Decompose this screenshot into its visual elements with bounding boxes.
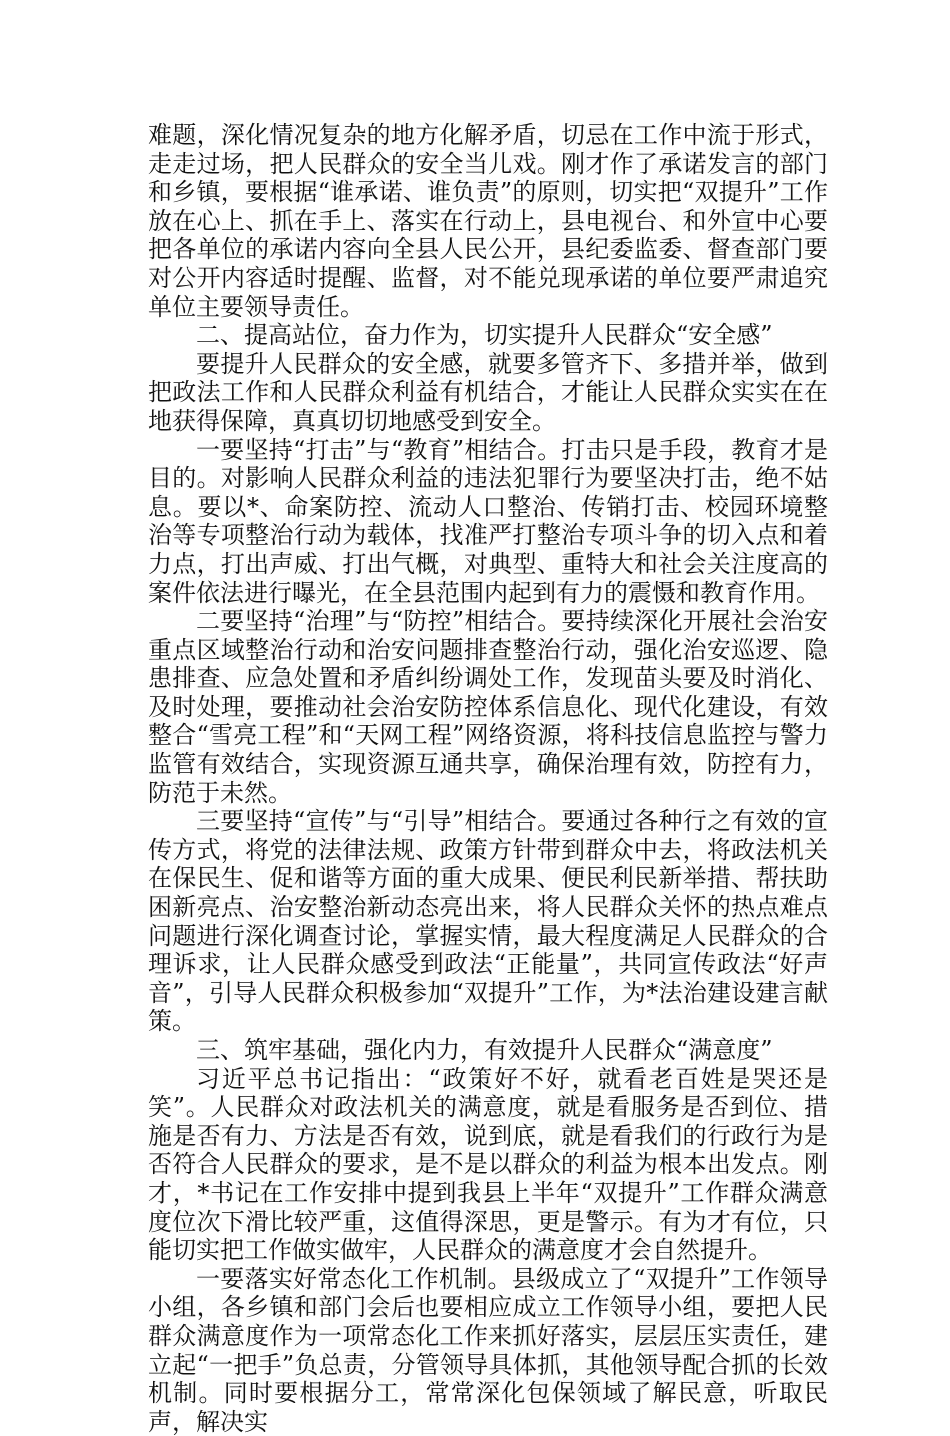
section-heading-safety: 二、提高站位，奋力作为，切实提升人民群众“安全感”	[196, 321, 773, 350]
document-body	[148, 121, 828, 1436]
paragraph-satisfaction-overview: 习近平总书记指出：“政策好不好，就看老百姓是哭还是笑”。人民群众对政法机关的满意度，就是看服务是否到位、措施是否有力、方法是否有效，说到底，就是看我们的行政行为是否符合人民群众的要求，是不是以群众的利益为根本出发点。刚才，*书记在工作安排中提到我县上半年“双提升”工作群众满意度位次下滑比较严重，这值得深思，更是警示。有为才有位，只能切实把工作做实做牢，人民群众的满意度才会自然提升。	[148, 1064, 828, 1265]
paragraph-publicity-guidance: 三要坚持“宣传”与“引导”相结合。要通过各种行之有效的宣传方式，将党的法律法规、政策方针带到群众中去，将政法机关在保民生、促和谐等方面的重大成果、便民利民新举措、帮扶助困新亮点、治安整治新动态亮出来，将人民群众关怀的热点难点问题进行深化调查讨论，掌握实情，最大程度满足人民群众的合理诉求，让人民群众感受到政法“正能量”，共同宣传政法“好声音”，引导人民群众积极参加“双提升”工作，为*法治建设建言献策。	[148, 807, 828, 1036]
paragraph-strike-education: 一要坚持“打击”与“教育”相结合。打击只是手段，教育才是目的。对影响人民群众利益的违法犯罪行为要坚决打击，绝不姑息。要以*、命案防控、流动人口整治、传销打击、校园环境整治等专项整治行动为载体，找准严打整治专项斗争的切入点和着力点，打出声威、打出气概，对典型、重特大和社会关注度高的案件依法进行曝光，在全县范围内起到有力的震慑和教育作用。	[148, 435, 828, 607]
paragraph-work-mechanism: 一要落实好常态化工作机制。县级成立了“双提升”工作领导小组，各乡镇和部门会后也要相应成立工作领导小组，要把人民群众满意度作为一项常态化工作来抓好落实，层层压实责任，建立起“一把手”负总责，分管领导具体抓，其他领导配合抓的长效机制。同时要根据分工，常常深化包保领域了解民意，听取民声，解决实	[148, 1264, 828, 1436]
paragraph-safety-overview: 要提升人民群众的安全感，就要多管齐下、多措并举，做到把政法工作和人民群众利益有机结合，才能让人民群众实实在在地获得保障，真真切切地感受到安全。	[148, 349, 828, 435]
paragraph-intro-continuation: 难题，深化情况复杂的地方化解矛盾，切忌在工作中流于形式，走走过场，把人民群众的安全当儿戏。刚才作了承诺发言的部门和乡镇，要根据“谁承诺、谁负责”的原则，切实把“双提升”工作放在心上、抓在手上、落实在行动上，县电视台、和外宣中心要把各单位的承诺内容向全县人民公开，县纪委监委、督查部门要对公开内容适时提醒、监督，对不能兑现承诺的单位要严肃追究单位主要领导责任。	[148, 121, 828, 321]
section-heading-satisfaction: 三、筑牢基础，强化内力，有效提升人民群众“满意度”	[196, 1036, 773, 1064]
paragraph-governance-prevention: 二要坚持“治理”与“防控”相结合。要持续深化开展社会治安重点区域整治行动和治安问题排查整治行动，强化治安巡逻、隐患排查、应急处置和矛盾纠纷调处工作，发现苗头要及时消化、及时处理，要推动社会治安防控体系信息化、现代化建设，有效整合“雪亮工程”和“天网工程”网络资源，将科技信息监控与警力监管有效结合，实现资源互通共享，确保治理有效，防控有力，防范于未然。	[148, 607, 828, 807]
